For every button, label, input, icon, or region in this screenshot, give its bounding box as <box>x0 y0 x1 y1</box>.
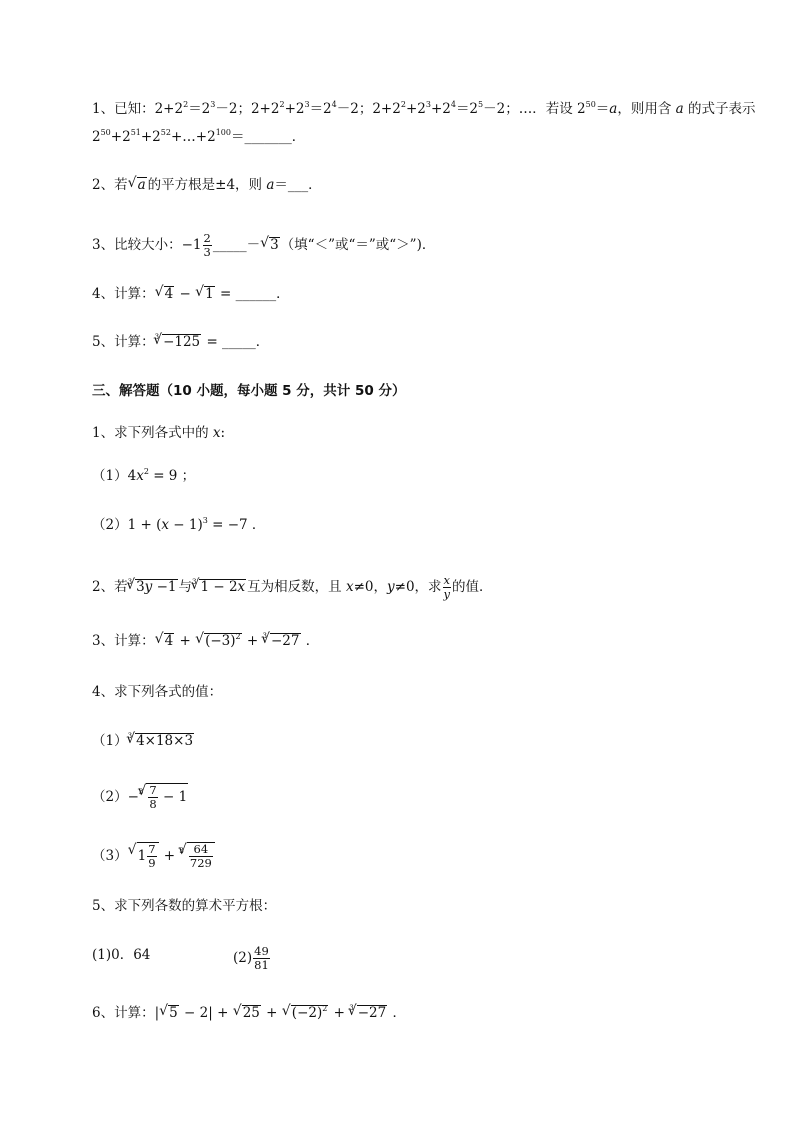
expr: + <box>329 1005 350 1021</box>
part-label: （1） <box>92 733 128 749</box>
fill-question-3 <box>92 232 435 259</box>
variable: a <box>675 101 684 117</box>
expr: + <box>175 633 196 649</box>
question-number: 3、 <box>92 633 115 649</box>
radicand: 4 <box>164 286 174 302</box>
numerator: 7 <box>148 842 156 856</box>
solve-question-4-part-3 <box>92 842 216 870</box>
expr: +2 <box>405 101 426 117</box>
sqrt <box>234 1003 261 1023</box>
denominator: 729 <box>189 856 212 870</box>
exponent: 2 <box>322 1004 328 1013</box>
question-number: 4、 <box>92 684 115 700</box>
question-lead: 已知： <box>114 101 155 117</box>
question-number: 1、 <box>92 101 115 117</box>
variable: x <box>136 468 144 484</box>
answer-blank: = _____． <box>202 334 270 350</box>
solve-question-3 <box>92 631 319 651</box>
expr: + <box>212 1005 233 1021</box>
expr: +2 <box>140 129 161 145</box>
variable: x <box>237 579 246 595</box>
question-text: 的平方根是±4，则 <box>147 177 267 193</box>
expr: －2； <box>336 101 373 117</box>
fill-question-1 <box>92 99 756 119</box>
solve-question-5-part-2 <box>233 945 271 972</box>
radicand <box>204 633 242 649</box>
cube-root <box>262 631 301 651</box>
question-number: 1、 <box>92 425 115 441</box>
part-label: （2） <box>92 789 128 805</box>
cube-root <box>154 332 201 352</box>
denominator: y <box>443 587 451 601</box>
expr: 2 <box>92 129 101 145</box>
question-text: 求下列各数的算术平方根： <box>114 898 277 914</box>
cube-root <box>127 577 177 597</box>
expr: 1 + ( <box>127 517 162 533</box>
abs-bar: | <box>208 1005 213 1021</box>
expr: + <box>261 1005 282 1021</box>
expr: − <box>127 789 139 805</box>
radicand: a <box>137 177 146 193</box>
part-label: （1） <box>92 468 128 484</box>
solve-question-5-part-1 <box>92 945 150 965</box>
denominator: 8 <box>149 797 157 811</box>
radicand: 1 <box>205 286 214 302</box>
radicand <box>146 783 188 811</box>
exponent: 52 <box>160 128 171 137</box>
exponent: 2 <box>235 632 241 641</box>
expr: = 9 ； <box>148 468 196 484</box>
question-text: ． <box>388 1005 406 1021</box>
numerator: 2 <box>203 231 211 245</box>
solve-question-5 <box>92 896 276 916</box>
exponent: 4 <box>450 100 456 109</box>
expr: (−2) <box>291 1005 323 1021</box>
sqrt <box>156 284 175 304</box>
expr: ≠0， <box>353 579 387 595</box>
question-number: 4、 <box>92 286 115 302</box>
expr: 1 − 2 <box>200 579 238 595</box>
solve-question-4 <box>92 682 222 702</box>
fill-question-1-cont <box>92 127 305 147</box>
radicand <box>291 1005 329 1021</box>
expr: = −7 ． <box>207 517 266 533</box>
root-index: 3 <box>154 333 160 341</box>
question-number: 2、 <box>92 177 115 193</box>
exponent: 50 <box>585 100 596 109</box>
fraction <box>148 784 157 811</box>
denominator: 9 <box>148 856 156 870</box>
expr: － <box>246 237 261 253</box>
cube-root <box>349 1003 388 1023</box>
radicand: 4×18×3 <box>136 733 194 749</box>
variable: a <box>266 177 275 193</box>
numerator: √ 7 <box>149 783 157 797</box>
exponent: 2 <box>279 100 285 109</box>
exponent: 3 <box>304 100 310 109</box>
cube-root <box>138 783 188 811</box>
question-lead: 若 <box>114 579 128 595</box>
numerator: x <box>443 573 451 587</box>
variable: x <box>212 425 221 441</box>
question-lead: 若 <box>114 177 128 193</box>
question-number: 5、 <box>92 334 115 350</box>
question-number: 5、 <box>92 898 115 914</box>
exponent: 50 <box>100 128 111 137</box>
question-lead: 计算： <box>114 334 155 350</box>
root-index: 3 <box>138 788 144 796</box>
expr: ＝2 <box>455 101 479 117</box>
fraction <box>147 843 156 870</box>
expr: +2 <box>430 101 451 117</box>
radicand: 5 <box>169 1005 178 1021</box>
expr: ＝2 <box>309 101 332 117</box>
answer-blank: ＝___． <box>274 177 322 193</box>
expr: ≠0，求 <box>394 579 442 595</box>
expr: 3 <box>136 579 145 595</box>
sqrt <box>129 175 147 195</box>
fraction <box>253 945 270 972</box>
expr: ＝2 <box>188 101 211 117</box>
question-text: 求下列各式中的 <box>114 425 213 441</box>
expr: 2+2 <box>372 101 401 117</box>
question-text: （填“＜”或“＝”或“＞”)． <box>280 237 436 253</box>
numerator: √ 64 <box>189 843 213 857</box>
expr: + <box>159 848 180 864</box>
exponent: 5 <box>478 100 484 109</box>
question-text: ． <box>301 633 320 649</box>
radicand <box>199 579 246 595</box>
expr: 1 <box>137 848 147 864</box>
expr: ，则用含 <box>617 101 676 117</box>
radicand: 4 <box>164 633 174 649</box>
expr: 2+2 <box>154 101 184 117</box>
part-value: (1)0．64 <box>92 947 151 963</box>
expr: −1 <box>181 237 202 253</box>
expr: + <box>242 633 263 649</box>
fill-question-2 <box>92 175 322 195</box>
root-index: 3 <box>262 632 267 640</box>
question-number: 6、 <box>92 1005 115 1021</box>
denominator: 3 <box>203 245 211 259</box>
solve-question-4-part-2 <box>92 783 189 811</box>
question-lead: 计算： <box>114 1005 155 1021</box>
root-index: 3 <box>127 732 133 740</box>
question-lead: 计算： <box>114 633 155 649</box>
radicand <box>137 842 159 870</box>
part-label: （3） <box>92 848 128 864</box>
expr: 的式子表示 <box>683 101 756 117</box>
question-lead: 比较大小： <box>114 237 182 253</box>
expr: −1 <box>152 579 177 595</box>
answer-blank: ＝_______． <box>230 129 306 145</box>
answer-blank: = ______． <box>215 286 290 302</box>
solve-question-6 <box>92 1003 406 1023</box>
denominator: 81 <box>254 958 269 972</box>
expr: − <box>175 286 196 302</box>
section-heading: 三、解答题（10 小题，每小题 5 分，共计 50 分） <box>92 383 406 399</box>
cube-root <box>191 577 246 597</box>
exponent: 2 <box>183 100 189 109</box>
expr: − 2 <box>179 1005 209 1021</box>
exponent: 100 <box>215 128 231 137</box>
solve-question-1-part-1 <box>92 466 195 486</box>
variable: y <box>144 579 153 595</box>
radicand: −27 <box>357 1005 387 1021</box>
sqrt <box>160 1003 179 1023</box>
exponent: 51 <box>130 128 141 137</box>
root-index: 3 <box>179 847 184 855</box>
expr: +2 <box>110 129 131 145</box>
radicand <box>135 579 177 595</box>
expr: − 1 <box>158 789 188 805</box>
radicand: 3 <box>270 237 279 253</box>
root-index: 3 <box>349 1004 354 1012</box>
expr: (−3) <box>205 633 236 649</box>
question-text: 的值． <box>452 579 493 595</box>
sqrt <box>129 842 159 870</box>
question-text: 求下列各式的值： <box>114 684 223 700</box>
radicand <box>187 842 215 870</box>
sqrt <box>261 235 280 255</box>
sqrt <box>196 284 215 304</box>
solve-question-1-part-2 <box>92 515 265 535</box>
abs-bar: | <box>154 1005 160 1021</box>
variable: x <box>161 517 169 533</box>
question-text: 互为相反数，且 <box>247 579 346 595</box>
solve-question-1 <box>92 423 225 443</box>
fraction <box>443 574 452 601</box>
sqrt <box>196 631 242 651</box>
answer-blank: _____ <box>212 237 247 253</box>
part-label: (2) <box>233 950 253 966</box>
fill-question-4 <box>92 284 290 304</box>
fraction <box>203 232 212 259</box>
radicand: −125 <box>163 334 201 350</box>
question-lead: 计算： <box>114 286 155 302</box>
part-label: （2） <box>92 517 128 533</box>
variable: y <box>387 579 395 595</box>
exponent: 3 <box>202 516 208 525</box>
numerator: 49 <box>254 944 269 958</box>
variable: a <box>609 101 618 117</box>
fraction <box>189 843 213 870</box>
question-text: 与 <box>178 579 192 595</box>
question-number: 3、 <box>92 237 115 253</box>
variable: x <box>345 579 354 595</box>
expr: 4 <box>127 468 137 484</box>
solve-question-4-part-1 <box>92 731 195 751</box>
exponent: 3 <box>210 100 216 109</box>
expr: +2 <box>284 101 305 117</box>
fill-question-5 <box>92 332 269 352</box>
expr: 2+2 <box>250 101 280 117</box>
root-index: 3 <box>127 578 133 586</box>
cube-root <box>127 731 194 751</box>
question-text: : <box>220 425 226 441</box>
sqrt <box>156 631 175 651</box>
root-index: 3 <box>192 578 197 586</box>
radicand: −27 <box>271 633 300 649</box>
expr: − 1) <box>168 517 203 533</box>
exponent: 4 <box>331 100 337 109</box>
expr: －2；…．若设 2 <box>483 101 586 117</box>
sqrt <box>283 1003 329 1023</box>
exponent: 2 <box>143 467 149 476</box>
cube-root <box>179 842 215 870</box>
question-number: 2、 <box>92 579 115 595</box>
radicand: 25 <box>242 1005 260 1021</box>
exponent: 2 <box>400 100 406 109</box>
expr: －2； <box>215 101 251 117</box>
exponent: 3 <box>425 100 431 109</box>
solve-question-2 <box>92 574 493 601</box>
expr: +…+2 <box>170 129 216 145</box>
expr: ＝ <box>595 101 610 117</box>
